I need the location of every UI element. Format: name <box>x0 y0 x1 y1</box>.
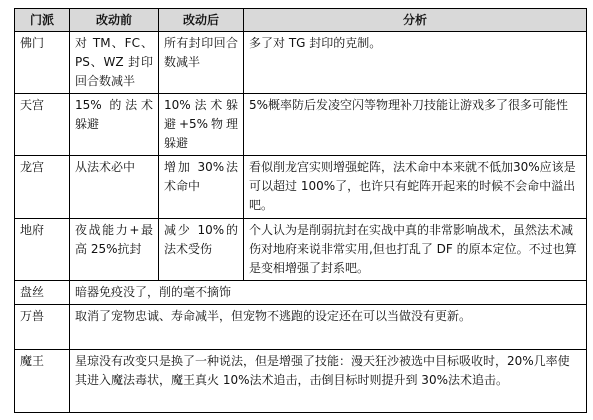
analysis-cell: 多了对 TG 封印的克制。 <box>244 32 587 94</box>
analysis-cell: 5%概率防后发凌空闪等物理补刀技能让游戏多了很多可能性 <box>244 94 587 156</box>
sect-cell: 盘丝 <box>15 281 70 305</box>
table-row <box>15 94 587 156</box>
after-cell: 10%法术躲避+5%物理躲避 <box>159 94 244 156</box>
header-analysis: 分析 <box>244 9 587 32</box>
table-row <box>15 156 587 219</box>
table-row <box>15 281 587 305</box>
table-row <box>15 350 587 413</box>
after-cell: 所有封印回合数减半 <box>159 32 244 94</box>
sect-cell: 天宫 <box>15 94 70 156</box>
table-header-row <box>15 9 587 32</box>
table-row <box>15 32 587 94</box>
analysis-cell: 个人认为是削弱抗封在实战中真的非常影响战术，虽然法术减伤对地府来说非常实用,但也打乱了 DF 的原本定位。不过也算是变相增强了封系吧。 <box>244 219 587 281</box>
before-cell: 从法术必中 <box>70 156 159 219</box>
before-cell: 15% 的法术躲避 <box>70 94 159 156</box>
table-row <box>15 219 587 281</box>
merged-text-cell: 取消了宠物忠诚、寿命减半，但宠物不逃跑的设定还在可以当做没有更新。 <box>70 305 587 350</box>
header-sect: 门派 <box>15 9 70 32</box>
after-cell: 增加 30%法术命中 <box>159 156 244 219</box>
before-cell: 对 TM、FC、PS、WZ 封印回合数减半 <box>70 32 159 94</box>
sect-cell: 魔王 <box>15 350 70 413</box>
analysis-cell: 看似削龙宫实则增强蛇阵，法术命中本来就不低加30%应该是可以超过 100%了，也许只有蛇阵开起来的时候不会命中溢出吧。 <box>244 156 587 219</box>
header-after: 改动后 <box>159 9 244 32</box>
sect-cell: 地府 <box>15 219 70 281</box>
sect-cell: 佛门 <box>15 32 70 94</box>
after-cell: 减少 10%的法术受伤 <box>159 219 244 281</box>
merged-text-cell: 星琼没有改变只是换了一种说法，但是增强了技能：漫天狂沙被选中目标吸收时，20%几率使其进入魔法毒状，魔王真火 10%法术追击，击倒目标时则提升到 30%法术追击。 <box>70 350 587 413</box>
sect-changes-table <box>14 8 587 413</box>
merged-text-cell: 暗器免疫没了，削的毫不摘饰 <box>70 281 587 305</box>
header-before: 改动前 <box>70 9 159 32</box>
table-row <box>15 305 587 350</box>
before-cell: 夜战能力+最高 25%抗封 <box>70 219 159 281</box>
sect-cell: 万兽 <box>15 305 70 350</box>
sect-cell: 龙宫 <box>15 156 70 219</box>
